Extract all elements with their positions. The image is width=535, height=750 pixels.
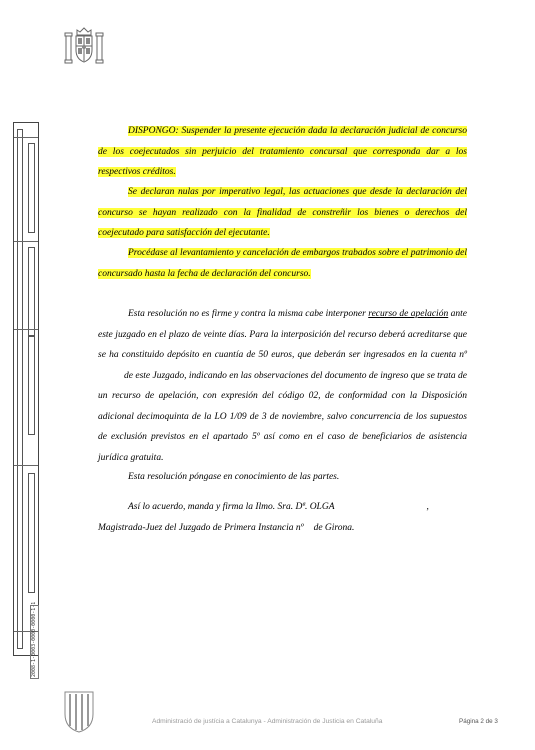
firma-part1: Así lo acuerdo, manda y firma la Ilmo. Sra. Dª. OLGA [128, 502, 335, 512]
spain-coat-of-arms-icon [62, 26, 106, 66]
dispongo-text: Suspender la presente ejecución dada la declaración judicial de concurso de los coejecutados sin perjuicio del tratamiento concursal que corresponda dar a los respectivos créditos. [98, 126, 467, 177]
margin-inner-bar [17, 129, 23, 649]
nulidad-paragraph [98, 182, 467, 244]
page-number: Página 2 de 3 [459, 718, 498, 725]
strip-separator [14, 465, 38, 466]
firma-paragraph [98, 497, 467, 538]
recurso-paragraph [98, 304, 467, 468]
conocimiento-paragraph [98, 467, 467, 488]
document-code: 2008-1-0003-0000-0000-1-1 [31, 601, 37, 677]
recurso-part1: ante este juzgado en el plazo de veinte días. Para la interposición del recurso deberá acreditarse que se ha constituido depósito en cuantía de 50 euros, que deberán ser ingresados en la cuenta nº [98, 309, 468, 360]
strip-box [28, 335, 35, 435]
firma-part2: Magistrada-Juez del Juzgado de Primera Instancia nº [98, 522, 304, 533]
strip-separator [14, 329, 38, 330]
strip-box [28, 473, 35, 593]
conocimiento-text: Esta resolución póngase en conocimiento de las partes. [128, 472, 340, 482]
footer-text: Administració de justícia a Catalunya - Administración de Justicia en Cataluña [152, 718, 383, 725]
dispongo-paragraph [98, 121, 467, 183]
strip-box [28, 247, 35, 337]
recurso-apelacion-text: recurso de apelación [368, 309, 449, 319]
recurso-intro: Esta resolución no es firme y contra la misma cabe interponer [128, 309, 366, 319]
levantamiento-paragraph [98, 243, 467, 284]
levantamiento-text: Procédase al levantamiento y cancelación de embargos trabados sobre el patrimonio del concursado hasta la fecha de declaración del concurso. [98, 248, 467, 279]
generalitat-catalunya-logo-icon [62, 688, 96, 733]
margin-strip [13, 122, 39, 677]
strip-separator [14, 241, 38, 242]
dispongo-label: DISPONGO: [128, 126, 179, 136]
strip-box [28, 143, 35, 233]
recurso-part2: de este Juzgado, indicando en las observaciones del documento de ingreso que se trata de un recurso de apelación, con expresión del código 02, de conformidad con la Disposición adicional decimoquinta de la LO 1/09 de 3 de noviembre, salvo concurrencia de los supuestos de exclusión previstos en el apartado 5º así como en el caso de beneficiarios de asistencia jurídica gratuita. [98, 370, 467, 463]
firma-part3: de Girona. [313, 522, 355, 533]
nulidad-text: Se declaran nulas por imperativo legal, las actuaciones que desde la declaración del concurso se hayan realizado con la finalidad de constreñir los bienes o derechos del coejecutado para satisfacción del ejecutante. [98, 187, 467, 238]
firma-comma: , [426, 502, 429, 512]
strip-separator [14, 137, 38, 138]
